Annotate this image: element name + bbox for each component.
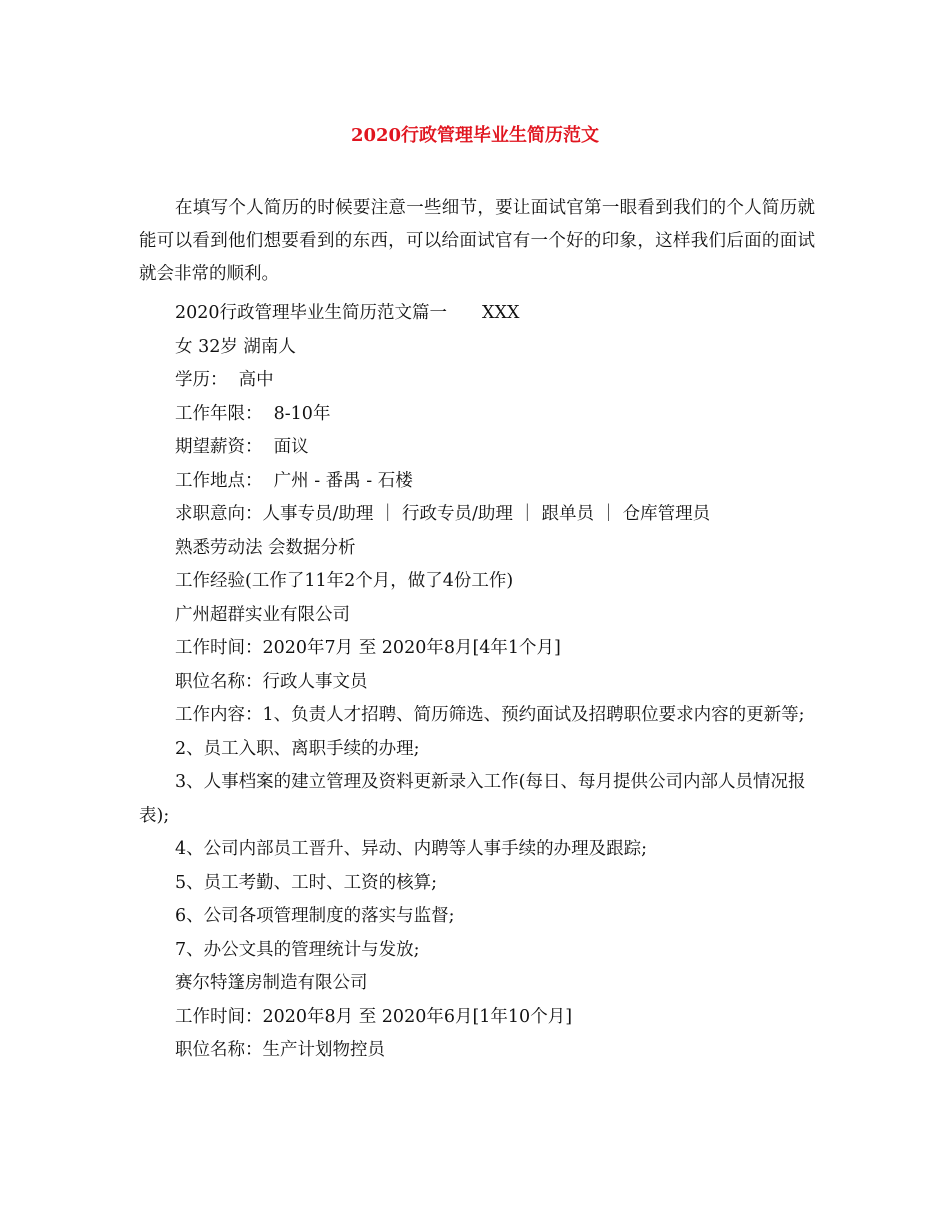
body-line: 求职意向：人事专员/助理 ｜ 行政专员/助理 ｜ 跟单员 ｜ 仓库管理员 bbox=[175, 504, 711, 524]
body-line: 工作时间：2020年7月 至 2020年8月[4年1个月] bbox=[175, 638, 561, 658]
body-line: 期望薪资： 面议 bbox=[175, 437, 309, 457]
body-line: 职位名称：行政人事文员 bbox=[175, 671, 368, 692]
body-line: 3、人事档案的建立管理及资料更新录入工作(每日、每月提供公司内部人员情况报表); bbox=[139, 772, 806, 826]
body-line: 工作内容：1、负责人才招聘、简历筛选、预约面试及招聘职位要求内容的更新等; bbox=[175, 705, 805, 725]
body-line: 6、公司各项管理制度的落实与监督; bbox=[175, 906, 455, 926]
resume-body bbox=[139, 297, 815, 1068]
body-line: 广州超群实业有限公司 bbox=[175, 604, 350, 625]
body-line: 工作时间：2020年8月 至 2020年6月[1年10个月] bbox=[175, 1006, 573, 1027]
body-line: 熟悉劳动法 会数据分析 bbox=[175, 537, 356, 558]
body-line: 工作经验(工作了11年2个月，做了4份工作) bbox=[175, 571, 514, 591]
body-line: 2、员工入职、离职手续的办理; bbox=[175, 738, 420, 759]
body-line: 7、办公文具的管理统计与发放; bbox=[175, 939, 420, 960]
intro-paragraph: 在填写个人简历的时候要注意一些细节，要让面试官第一眼看到我们的个人简历就能可以看到他们想要看到的东西，可以给面试官有一个好的印象，这样我们后面的面试就会非常的顺利。 bbox=[139, 198, 815, 284]
document-title: 2020行政管理毕业生简历范文 bbox=[350, 125, 600, 146]
body-line: 工作年限： 8-10年 bbox=[175, 403, 331, 424]
body-line: 学历： 高中 bbox=[175, 370, 274, 390]
body-line: 5、员工考勤、工时、工资的核算; bbox=[175, 872, 438, 893]
body-line: 女 32岁 湖南人 bbox=[175, 336, 296, 357]
body-line: 工作地点： 广州 - 番禺 - 石楼 bbox=[175, 470, 413, 491]
body-line: 赛尔特篷房制造有限公司 bbox=[175, 973, 368, 993]
body-line: 4、公司内部员工晋升、异动、内聘等人事手续的办理及跟踪; bbox=[175, 839, 648, 859]
body-line: 职位名称：生产计划物控员 bbox=[175, 1040, 385, 1060]
body-line: 2020行政管理毕业生简历范文篇一 XXX bbox=[175, 303, 520, 323]
